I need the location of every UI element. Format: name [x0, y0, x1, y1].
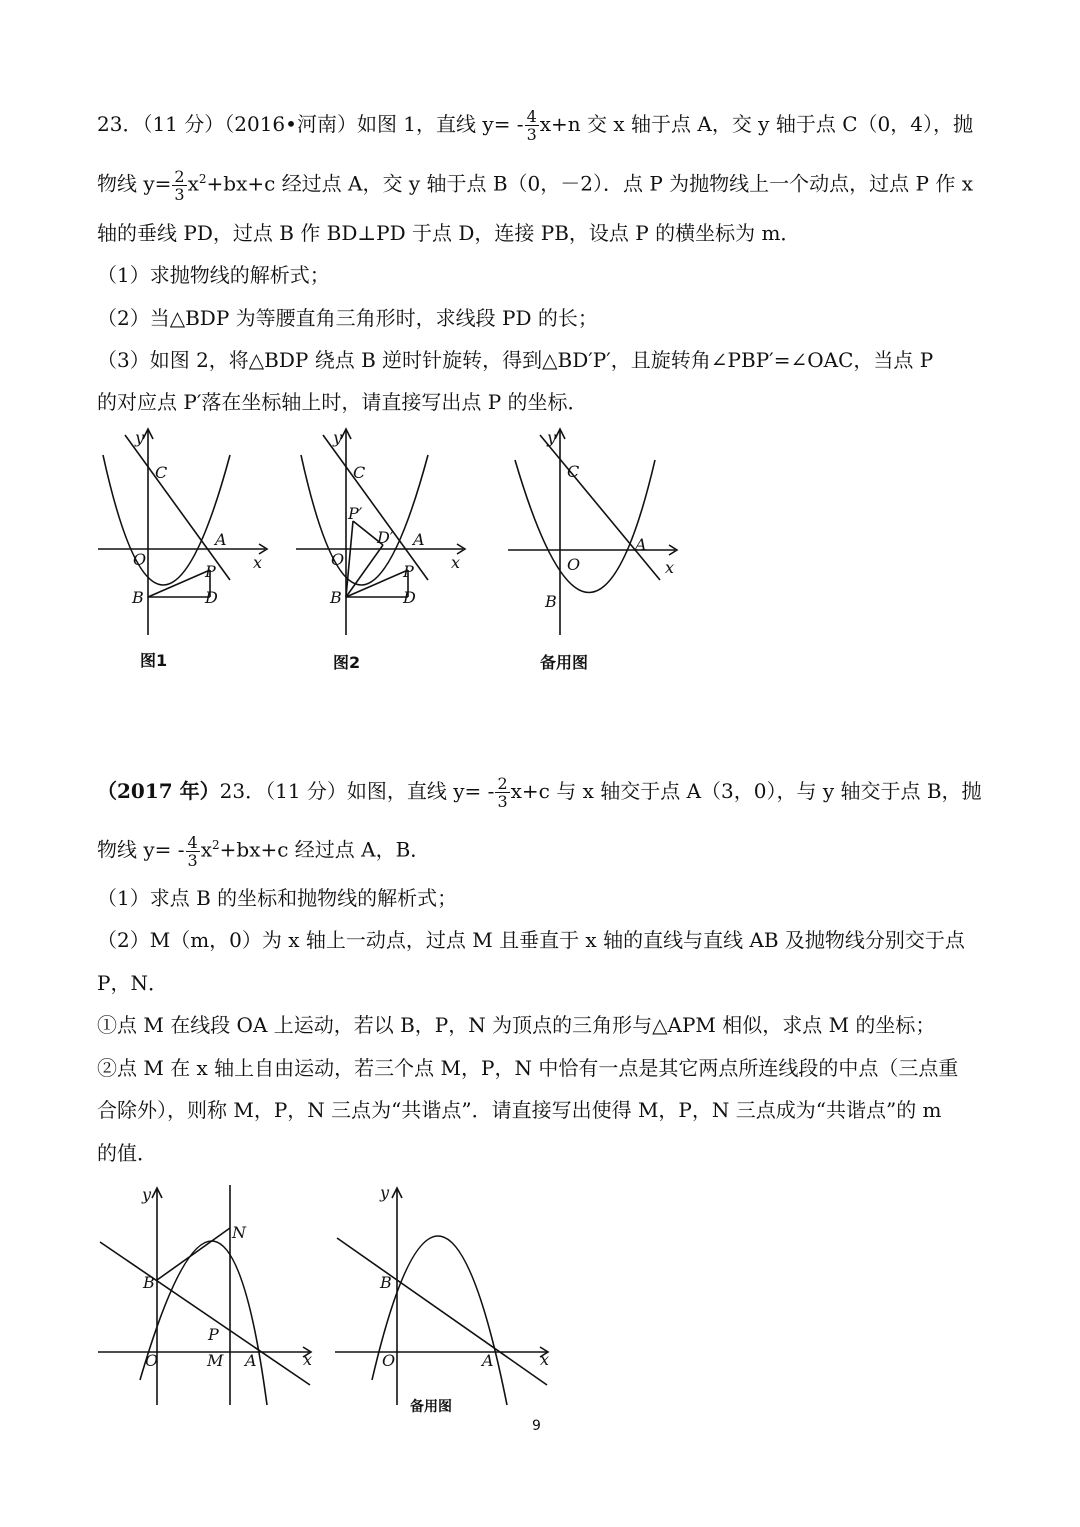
p2-question-2-2-end: 的值．: [97, 1141, 157, 1165]
svg-text:O: O: [567, 555, 581, 574]
svg-text:B: B: [330, 588, 342, 607]
label-x: x: [303, 1350, 313, 1369]
svg-text:x: x: [540, 1350, 550, 1369]
line-ab: [100, 1242, 313, 1385]
p1-figure-spare: [505, 425, 685, 645]
p2-line-2: 物线 y= - $\frac{4}{3}$ $x^2+bx+c$ 经过点 A，B．: [97, 832, 431, 870]
svg-text:O: O: [331, 550, 345, 569]
segment-bn: [157, 1228, 230, 1280]
svg-text:x: x: [451, 553, 461, 572]
label-x: x: [253, 553, 263, 572]
label-m: M: [207, 1351, 224, 1370]
svg-text:D: D: [403, 588, 416, 607]
label-o: O: [133, 550, 147, 569]
p2-figure-1: [95, 1180, 325, 1410]
label-b: B: [132, 588, 144, 607]
text: 23．（11 分）（2016•河南）如图 1，直线 y= -: [97, 112, 524, 136]
label-y: y: [142, 1185, 152, 1204]
text: x+n 交 x 轴于点 A，交 y 轴于点 C（0，4），抛: [539, 112, 973, 136]
p1-line-1: [97, 108, 973, 143]
p1-question-3: （3）如图 2，将△BDP 绕点 B 逆时针旋转，得到△BD′P′，且旋转角∠PBP′=∠OAC，当点 P: [97, 348, 934, 372]
parabola: [140, 1241, 267, 1405]
year-label: （2017 年）: [97, 779, 220, 803]
p1-question-3-cont: 的对应点 P′落在坐标轴上时，请直接写出点 P 的坐标．: [97, 390, 588, 414]
svg-text:C: C: [353, 463, 366, 482]
svg-text:y: y: [380, 1183, 390, 1202]
page-number: 9: [532, 1418, 541, 1434]
p2-question-2-cont: P，N．: [97, 971, 168, 995]
label-a: A: [215, 530, 227, 549]
p2-figure-spare: [332, 1180, 562, 1410]
p1-figure-1: [95, 425, 275, 645]
p2-question-2-2: ②点 M 在 x 轴上自由运动，若三个点 M，P，N 中恰有一点是其它两点所连线段的中点（三点重: [97, 1056, 959, 1080]
svg-text:A: A: [635, 535, 647, 554]
svg-text:A: A: [413, 530, 425, 549]
label-b: B: [143, 1273, 155, 1292]
svg-text:y: y: [333, 428, 343, 447]
label-p: P: [208, 1325, 219, 1344]
label-p-prime: P′: [348, 504, 363, 523]
label-o: O: [145, 1351, 159, 1370]
caption-figure-2: 图2: [333, 653, 361, 672]
p2-line-1: （2017 年）23．（11 分）如图，直线 y= - $\frac{2}{3}$ x+c 与 x 轴交于点 A（3，0），与 y 轴交于点 B，抛: [97, 774, 982, 811]
p2-question-2-1: ①点 M 在线段 OA 上运动，若以 B，P，N 为顶点的三角形与△APM 相似，求点 M 的坐标；: [97, 1013, 936, 1037]
fraction: $\frac{4}{3}$: [187, 832, 198, 870]
caption-figure-1: 图1: [140, 651, 168, 670]
fraction: $\frac{4}{3}$: [526, 107, 537, 144]
label-y: y: [135, 428, 145, 447]
p1-line-2: 物线 y= $\frac{2}{3}$ $x^2+bx+c$ 经过点 A，交 y 轴于点 B（0，－2）．点 P 为抛物线上一个动点，过点 P 作 x: [97, 166, 973, 204]
svg-text:O: O: [382, 1351, 396, 1370]
segment-bpp: [346, 521, 353, 597]
svg-text:A: A: [482, 1351, 494, 1370]
svg-text:y: y: [547, 428, 557, 447]
fraction: $\frac{2}{3}$: [497, 774, 508, 811]
p2-question-2-2-cont: 合除外），则称 M，P，N 三点为“共谐点”．请直接写出使得 M，P，N 三点成为“共谐点”的 m: [97, 1098, 942, 1122]
label-n: N: [232, 1223, 246, 1242]
label-d: D: [205, 588, 218, 607]
p1-question-2: （2）当△BDP 为等腰直角三角形时，求线段 PD 的长；: [97, 306, 598, 330]
caption-spare-2: 备用图: [410, 1399, 452, 1415]
p2-question-2: （2）M（m，0）为 x 轴上一动点，过点 M 且垂直于 x 轴的直线与直线 AB 及抛物线分别交于点: [97, 928, 965, 952]
caption-spare-1: 备用图: [540, 653, 589, 672]
label-d-prime: D′: [377, 528, 394, 547]
svg-text:B: B: [545, 592, 557, 611]
svg-text:P: P: [403, 562, 414, 581]
svg-text:x: x: [665, 558, 675, 577]
label-p: P: [205, 562, 216, 581]
label-a: A: [245, 1351, 257, 1370]
svg-text:C: C: [567, 462, 580, 481]
fraction: $\frac{2}{3}$: [174, 166, 185, 204]
p1-line-3: 轴的垂线 PD，过点 B 作 BD⊥PD 于点 D，连接 PB，设点 P 的横坐标为 m．: [97, 221, 801, 245]
p1-question-1: （1）求抛物线的解析式；: [97, 263, 330, 287]
p1-figure-2: [293, 425, 473, 645]
p2-question-1: （1）求点 B 的坐标和抛物线的解析式；: [97, 886, 458, 910]
svg-text:B: B: [380, 1273, 392, 1292]
label-c: C: [155, 463, 168, 482]
